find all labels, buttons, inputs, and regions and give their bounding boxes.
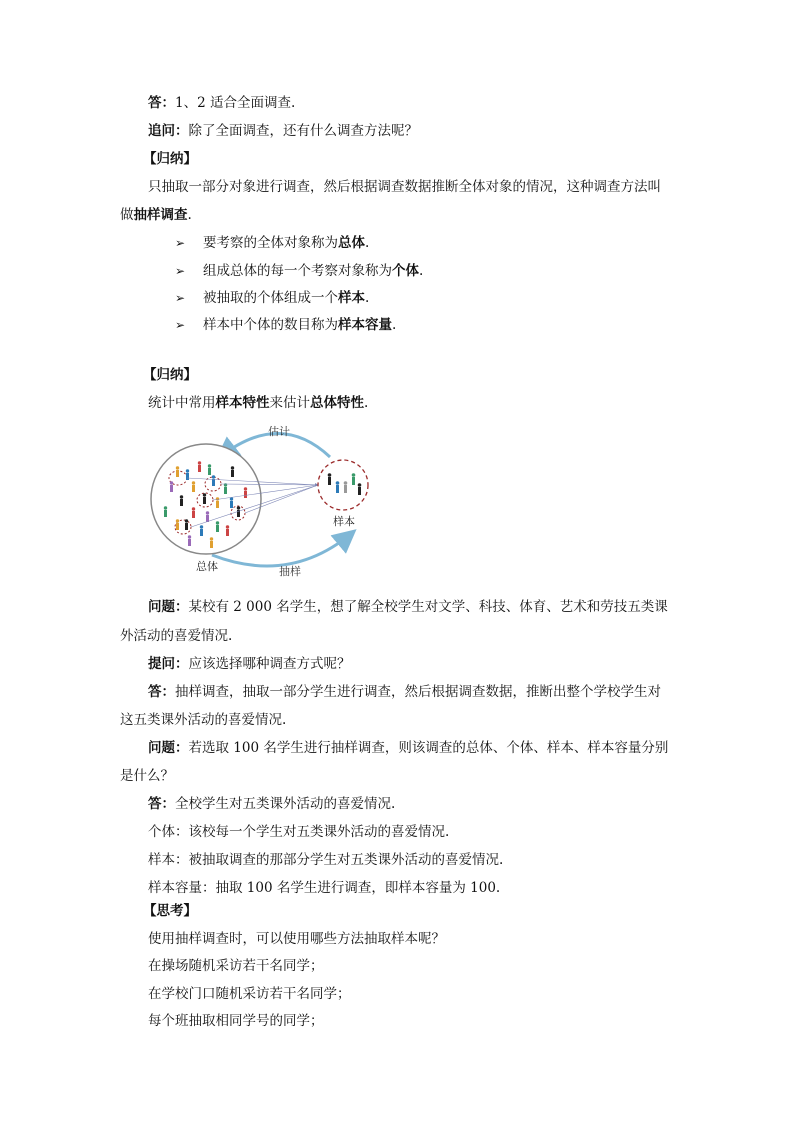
bullet-item-individual: ➢ 组成总体的每一个考察对象称为个体.: [175, 263, 424, 279]
bullet-item-sample: ➢ 被抽取的个体组成一个样本.: [175, 290, 370, 306]
think-question: 使用抽样调查时，可以使用哪些方法抽取样本呢？: [148, 931, 445, 947]
definition-line-1: 只抽取一部分对象进行调查，然后根据调查数据推断全体对象的情况，这种调查方法叫: [148, 179, 661, 195]
followup-lead: 追问：: [148, 123, 189, 139]
answer-lead: 答：: [148, 95, 175, 111]
arrow-bullet-icon: ➢: [175, 264, 186, 278]
answer-3-sample-size: 样本容量：抽取 100 名学生进行调查，即样本容量为 100.: [148, 880, 501, 896]
population-label: 总体: [196, 560, 218, 573]
bullet-item-population: ➢ 要考察的全体对象称为总体.: [175, 235, 370, 251]
problem-3-line-2: 是什么？: [120, 768, 174, 784]
statistics-line: 统计中常用样本特性来估计总体特性.: [148, 395, 369, 411]
followup-question: [148, 121, 418, 141]
problem-1-line-2: 外活动的喜爱情况.: [120, 628, 233, 644]
answer-3-individual: 个体：该校每一个学生对五类课外活动的喜爱情况.: [148, 824, 450, 840]
problem-1-line-1: 问题：某校有 2 000 名学生，想了解全校学生对文学、科技、体育、艺术和劳技五类课: [148, 599, 668, 615]
followup-text: 除了全面调查，还有什么调查方法呢？: [188, 123, 418, 139]
question-2: 提问：应该选择哪种调查方式呢？: [148, 656, 351, 672]
arrow-bullet-icon: ➢: [175, 236, 186, 250]
answer-2-line-2: 这五类课外活动的喜爱情况.: [120, 712, 287, 728]
answer-3-sample: 样本：被抽取调查的那部分学生对五类课外活动的喜爱情况.: [148, 852, 504, 868]
method-item-1: 在操场随机采访若干名同学；: [148, 958, 324, 974]
definition-line-2: 做抽样调查.: [120, 207, 192, 223]
method-item-2: 在学校门口随机采访若干名同学；: [148, 986, 351, 1002]
answer-3-population: 答：全校学生对五类课外活动的喜爱情况.: [148, 796, 396, 812]
section-heading-think: 【思考】: [143, 903, 197, 919]
method-item-3: 每个班抽取相同学号的同学；: [148, 1013, 324, 1029]
section-heading-summary-1: 【归纳】: [143, 151, 197, 167]
arrow-bullet-icon: ➢: [175, 318, 186, 332]
bullet-item-sample-size: ➢ 样本中个体的数目称为样本容量.: [175, 317, 397, 333]
answer-line-1: [148, 93, 295, 113]
sampling-label: 抽样: [279, 565, 301, 578]
arrow-bullet-icon: ➢: [175, 291, 186, 305]
term-sampling-survey: 抽样调查: [133, 207, 188, 223]
problem-3-line-1: 问题：若选取 100 名学生进行抽样调查，则该调查的总体、个体、样本、样本容量分别: [148, 740, 669, 756]
sample-label: 样本: [333, 515, 355, 528]
answer-2-line-1: 答：抽样调查，抽取一部分学生进行调查，然后根据调查数据，推断出整个学校学生对: [148, 684, 661, 700]
section-heading-summary-2: 【归纳】: [143, 367, 197, 383]
population-sample-diagram: [140, 415, 390, 585]
answer-text: 1、2 适合全面调查.: [175, 95, 296, 111]
estimate-label: 估计: [268, 425, 290, 438]
